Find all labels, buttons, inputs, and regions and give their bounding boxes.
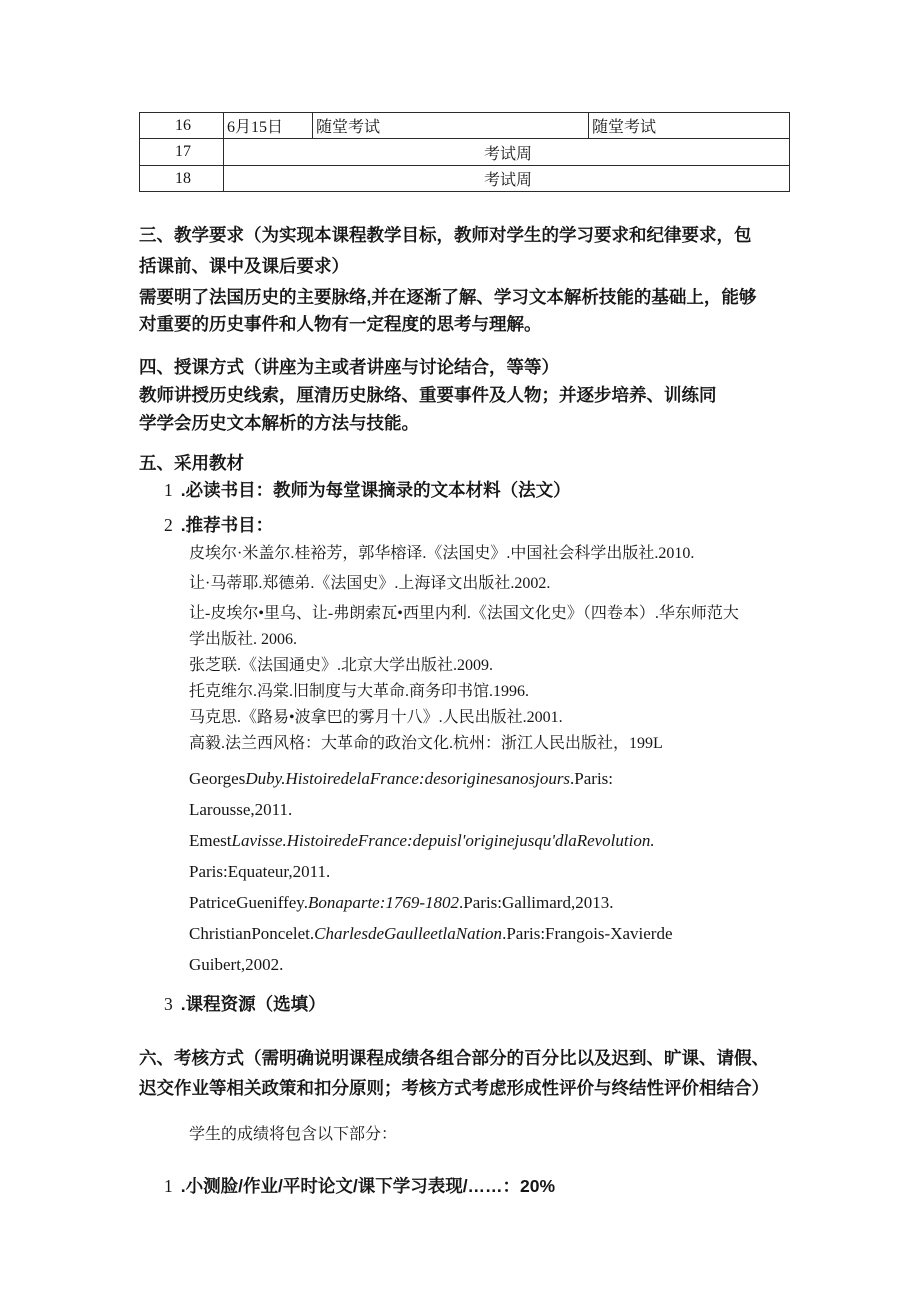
item-number: 1	[164, 480, 173, 500]
exam-week-cell: 考试周	[224, 139, 790, 166]
heading-line: 迟交作业等相关政策和扣分原则；考核方式考虑形成性评价与终结性评价相结合）	[139, 1078, 769, 1098]
heading-line: 三、教学要求（为实现本课程教学目标，教师对学生的学习要求和纪律要求，包	[139, 225, 752, 245]
required-reading-item	[164, 477, 788, 504]
book-entry: 高毅.法兰西风格：大革命的政治文化.杭州：浙江人民出版社，199L	[189, 735, 663, 752]
heading-line: 六、考核方式（需明确说明课程成绩各组合部分的百分比以及迟到、旷课、请假、	[139, 1048, 769, 1068]
book-entry	[189, 918, 840, 949]
book-entry: 学出版社. 2006.	[189, 631, 298, 648]
book-entry-plain: ChristianPoncelet.	[189, 924, 315, 943]
book-entry: 张芝联.《法国通史》.北京大学出版社.2009.	[189, 657, 494, 674]
book-entry-plain: PatriceGueniffey.	[189, 893, 308, 912]
chinese-book-list	[189, 541, 840, 757]
item-text: .推荐书目：	[180, 515, 274, 535]
book-entry-title-italic: Duby.HistoiredelaFrance:desoriginesanosjours	[245, 769, 571, 788]
book-entry: 让-皮埃尔•里乌、让-弗朗索瓦•西里内利.《法国文化史》（四卷本）.华东师范大	[189, 605, 739, 622]
content-cell: 随堂考试	[313, 113, 589, 139]
date-cell: 6月15日	[224, 113, 313, 139]
exam-week-cell: 考试周	[224, 166, 790, 192]
item-number: 2	[164, 515, 173, 535]
body-line: 学学会历史文本解析的方法与技能。	[139, 413, 419, 433]
book-entry-plain: Larousse,2011.	[189, 800, 293, 819]
western-book-list	[189, 763, 840, 980]
book-entry: 马克思.《路易•波拿巴的雾月十八》.人民出版社.2001.	[189, 709, 563, 726]
book-entry-title-italic: Lavisse.HistoiredeFrance:depuisl'originejusqu'dlaRevolution.	[231, 831, 655, 850]
book-entry-plain: .Paris:	[570, 769, 614, 788]
book-entry-plain: Paris:Equateur,2011.	[189, 862, 331, 881]
book-entry-title-italic: CharlesdeGaulleetlaNation	[314, 924, 503, 943]
schedule-row-week17	[140, 139, 790, 166]
grade-component-item	[164, 1173, 788, 1200]
week-number-cell: 17	[140, 139, 224, 166]
section-teaching-requirements-heading	[139, 220, 788, 282]
section-teaching-method-body	[139, 381, 788, 437]
course-schedule-table	[139, 112, 790, 192]
section-textbooks-heading: 五、采用教材	[139, 453, 244, 473]
section-teaching-method	[139, 353, 788, 437]
body-line: 教师讲授历史线索，厘清历史脉络、重要事件及人物；并逐步培养、训练同	[139, 385, 717, 405]
grade-composition-intro: 学生的成绩将包含以下部分：	[189, 1126, 398, 1143]
item-number: 3	[164, 994, 173, 1014]
recommended-reading-item	[164, 512, 788, 539]
body-line: 对重要的历史事件和人物有一定程度的思考与理解。	[139, 314, 542, 334]
book-entry-title-italic: Bonaparte:1769-1802	[307, 893, 460, 912]
book-entry: 皮埃尔·米盖尔.桂裕芳，郭华榕译.《法国史》.中国社会科学出版社.2010.	[189, 545, 695, 562]
book-entry-plain: .Paris:Gallimard,2013.	[459, 893, 614, 912]
week-number-cell: 18	[140, 166, 224, 192]
schedule-row-week16	[140, 113, 790, 139]
book-entry: 托克维尔.冯棠.旧制度与大革命.商务印书馆.1996.	[189, 683, 530, 700]
book-entry-plain: Guibert,2002.	[189, 955, 284, 974]
book-entry	[189, 825, 840, 856]
item-number: 1	[164, 1176, 173, 1196]
book-entry	[189, 856, 840, 887]
section-teaching-requirements-body	[139, 284, 788, 338]
item-text: .必读书目：教师为每堂课摘录的文本材料（法文）	[180, 480, 571, 500]
book-entry	[189, 949, 840, 980]
book-entry-plain: Georges	[189, 769, 246, 788]
schedule-row-week18	[140, 166, 790, 192]
body-line: 需要明了法国历史的主要脉络,并在逐渐了解、学习文本解析技能的基础上，能够	[139, 287, 757, 307]
week-number-cell: 16	[140, 113, 224, 139]
heading-line: 括课前、课中及课后要求）	[139, 256, 349, 276]
note-cell: 随堂考试	[589, 113, 790, 139]
book-entry	[189, 794, 840, 825]
item-text: .小测脸/作业/平时论文/课下学习表现/……：20%	[180, 1176, 556, 1196]
section-teaching-method-heading: 四、授课方式（讲座为主或者讲座与讨论结合，等等）	[139, 357, 559, 377]
book-entry	[189, 887, 840, 918]
book-entry-plain: .Paris:Frangois-Xavierde	[502, 924, 673, 943]
section-assessment-heading	[139, 1043, 800, 1103]
course-resources-item	[164, 991, 788, 1018]
book-entry: 让·马蒂耶.郑德弟.《法国史》.上海译文出版社.2002.	[189, 575, 551, 592]
book-entry	[189, 763, 840, 794]
book-entry-plain: Emest	[189, 831, 232, 850]
item-text: .课程资源（选填）	[180, 994, 326, 1014]
